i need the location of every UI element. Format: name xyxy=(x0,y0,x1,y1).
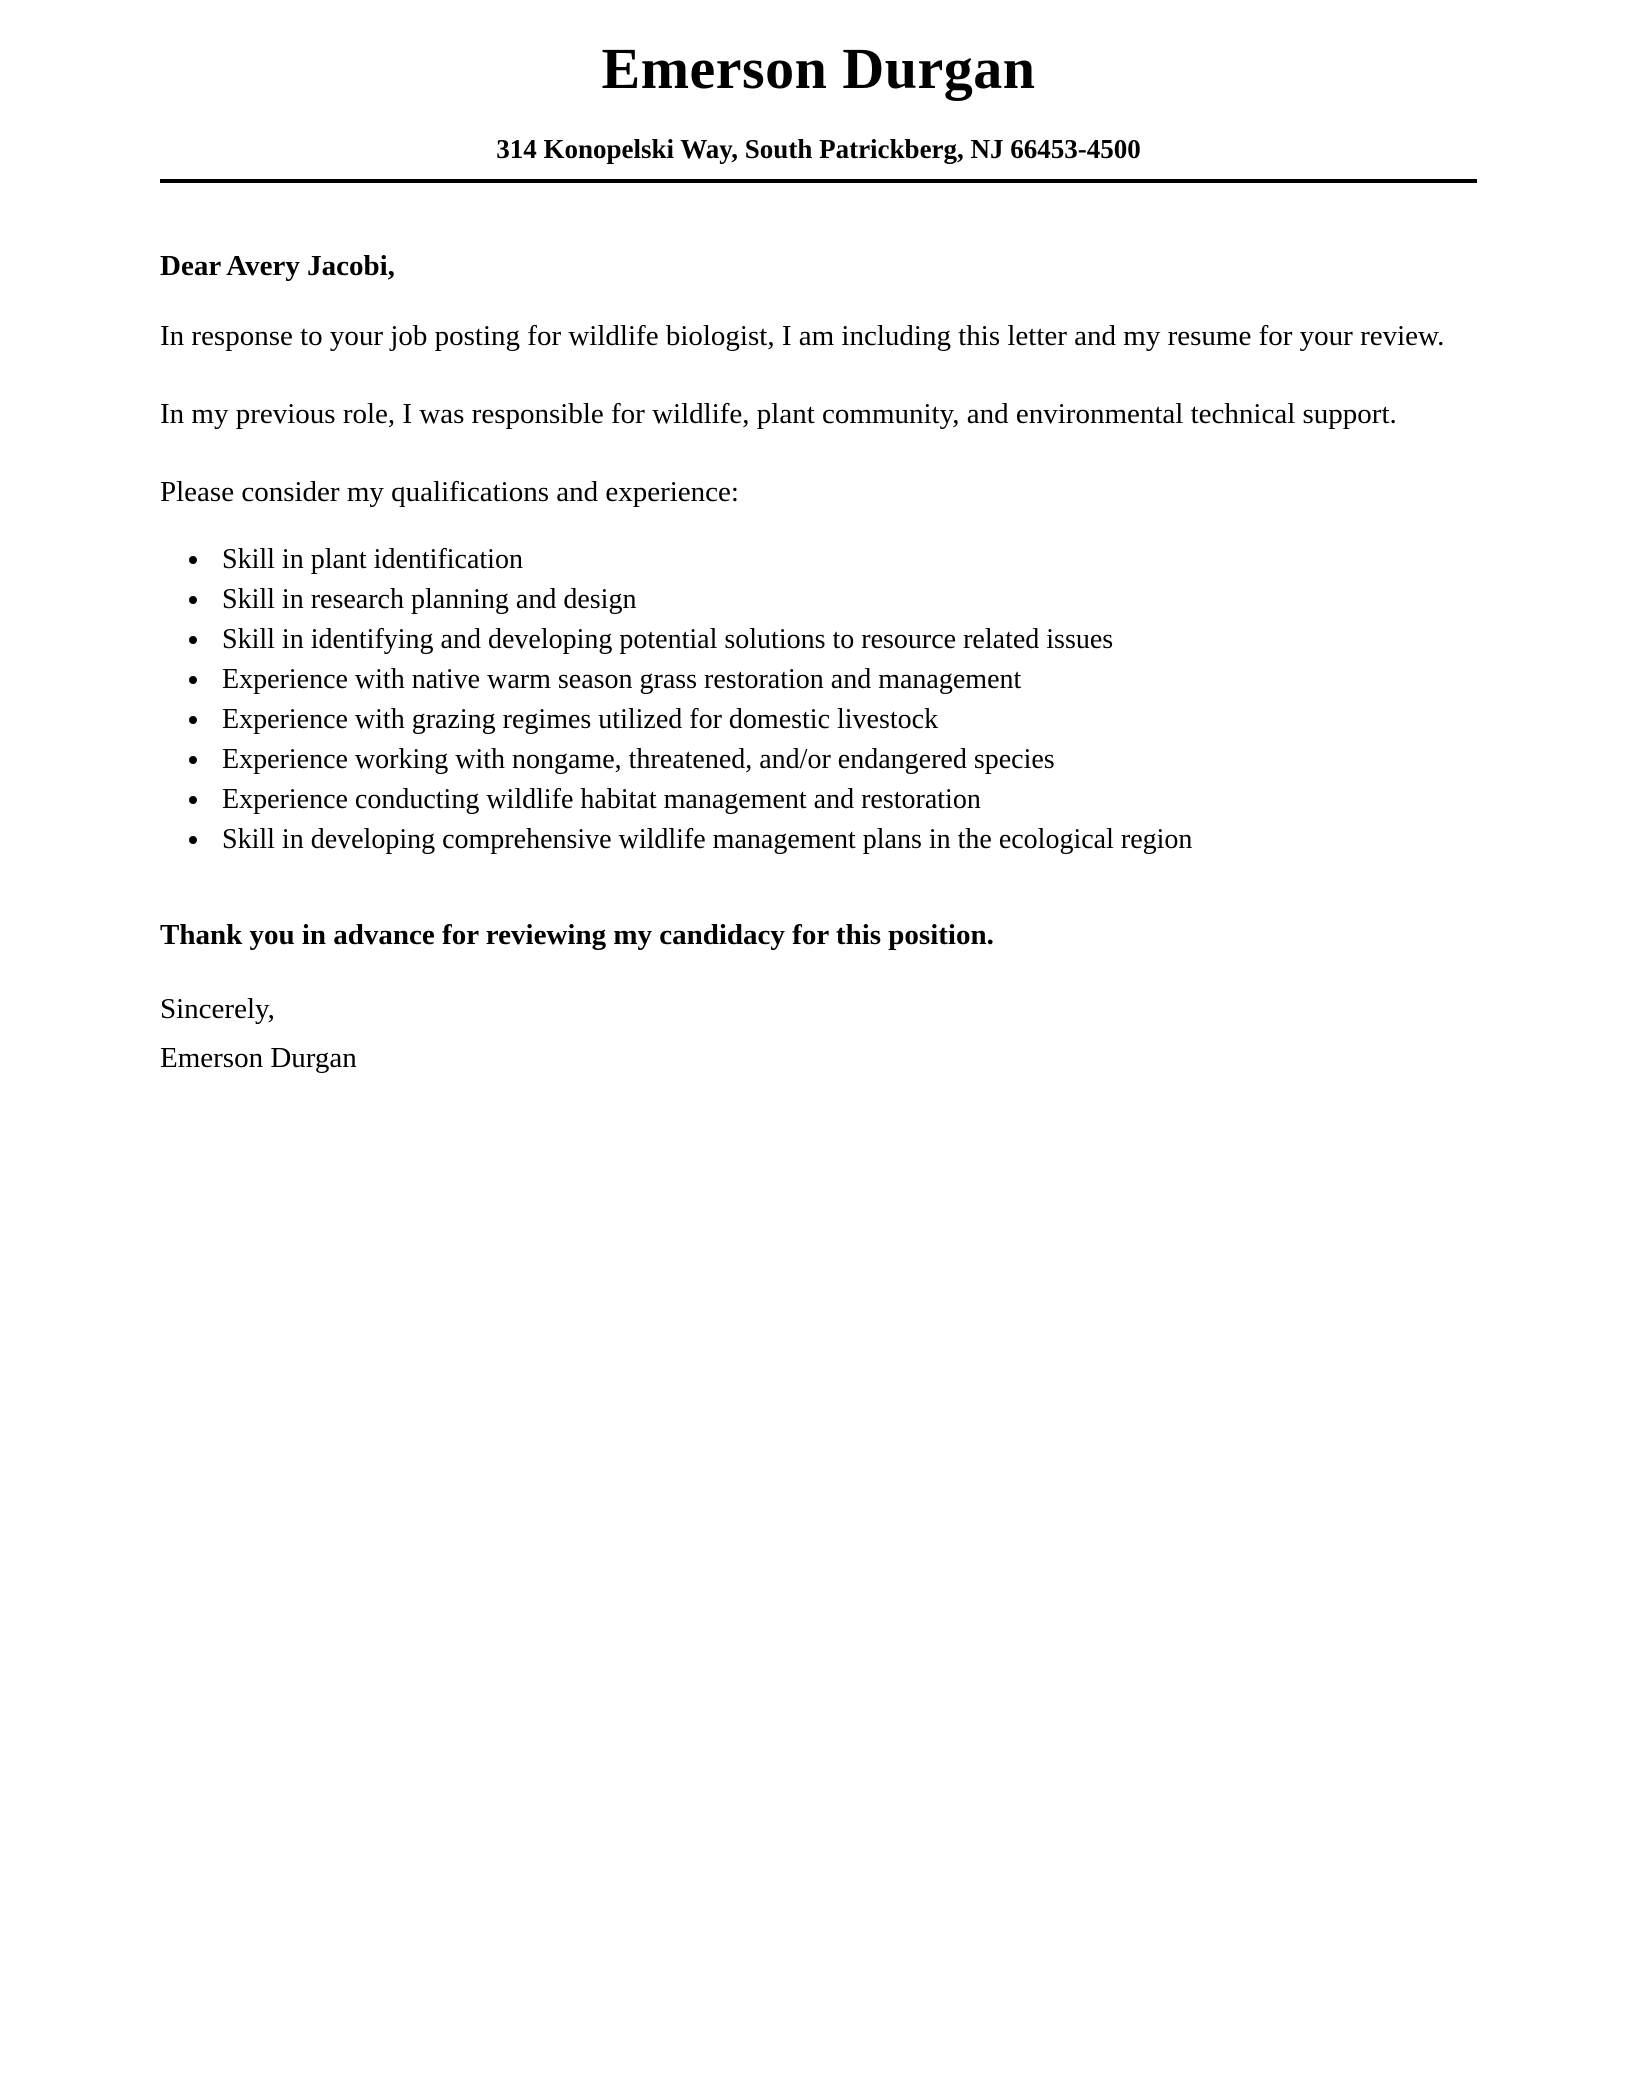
header-divider xyxy=(160,179,1477,183)
contact-address: 314 Konopelski Way, South Patrickberg, NJ 66453-4500 xyxy=(496,133,1141,164)
page-title: Emerson Durgan xyxy=(601,36,1036,101)
qualification-item: • Skill in plant identification xyxy=(212,540,1477,580)
closing-block xyxy=(160,985,1477,1083)
closing-salutation: Sincerely, xyxy=(160,992,275,1025)
qualification-item: • Skill in research planning and design xyxy=(212,580,1477,620)
intro-paragraph: In response to your job posting for wildlife biologist, I am including this letter and my resume for your review. xyxy=(160,319,1445,352)
qualification-item: • Skill in developing comprehensive wildlife management plans in the ecological region xyxy=(212,820,1477,860)
qualification-item: • Experience working with nongame, threatened, and/or endangered species xyxy=(212,740,1477,780)
qualification-item: • Experience with native warm season grass restoration and management xyxy=(212,660,1477,700)
thank-you-line: Thank you in advance for reviewing my candidacy for this position. xyxy=(160,918,994,951)
letter-header xyxy=(160,36,1477,183)
signature-name: Emerson Durgan xyxy=(160,1041,357,1074)
qualification-item: • Experience with grazing regimes utilized for domestic livestock xyxy=(212,700,1477,740)
previous-role-paragraph: In my previous role, I was responsible for wildlife, plant community, and environmental technical support. xyxy=(160,397,1397,430)
qualification-item: • Skill in identifying and developing potential solutions to resource related issues xyxy=(212,620,1477,660)
qualifications-list xyxy=(160,540,1477,860)
greeting-line: Dear Avery Jacobi, xyxy=(160,250,395,283)
qualifications-intro: Please consider my qualifications and experience: xyxy=(160,475,739,508)
qualification-item: • Experience conducting wildlife habitat management and restoration xyxy=(212,780,1477,820)
